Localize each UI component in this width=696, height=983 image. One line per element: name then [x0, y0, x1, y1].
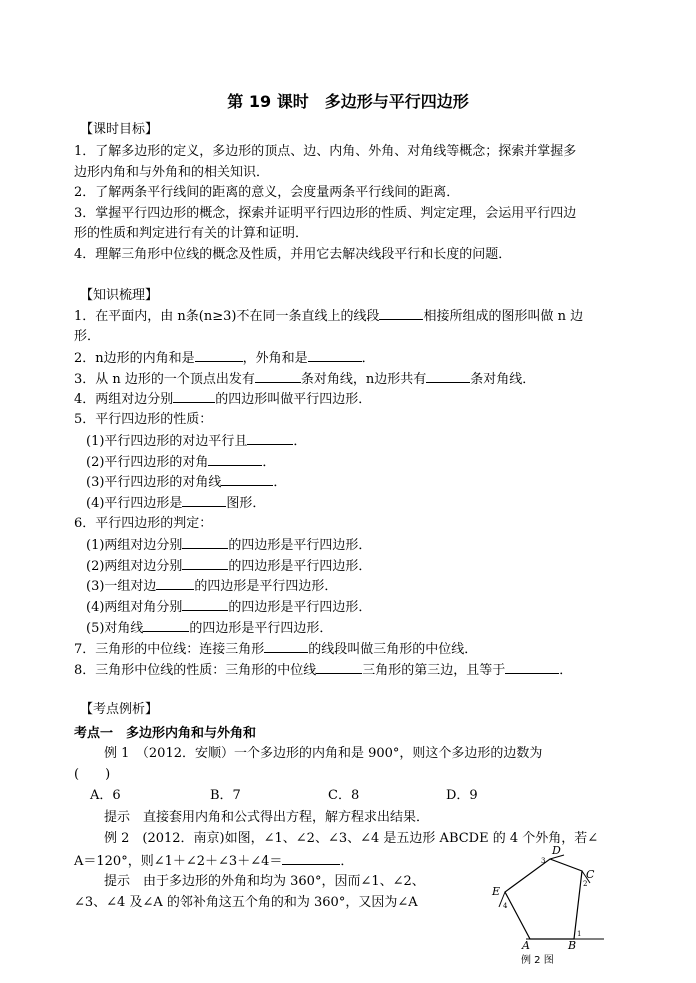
knowledge-item-8: [74, 660, 572, 680]
angle-label-4: 4: [503, 902, 508, 910]
page-title: 第 19 课时 多边形与平行四边形: [227, 92, 469, 111]
knowledge-item-6-1: [86, 535, 371, 555]
goal-line: 边形内角和与外角和的相关知识．: [74, 165, 270, 180]
text: 相接所组成的图形叫做 n 边: [423, 309, 584, 324]
fill-blank[interactable]: [264, 639, 308, 653]
knowledge-item-2: [74, 348, 375, 368]
fill-blank[interactable]: [182, 493, 226, 507]
text: ．: [262, 455, 276, 470]
knowledge-item-6-5: [86, 618, 332, 638]
knowledge-item-4: [74, 389, 371, 409]
text: 的四边形叫做平行四边形．: [215, 392, 372, 407]
text: 的四边形是平行四边形．: [228, 559, 372, 574]
text: ．: [559, 663, 573, 678]
knowledge-item-5: 5．平行四边形的性质：: [74, 412, 213, 427]
text: ．: [340, 854, 354, 869]
text: 3．从 n 边形的一个顶点出发有: [74, 372, 255, 387]
text: ．: [361, 351, 375, 366]
knowledge-item-1: [74, 306, 583, 326]
goal-line: 2．了解两条平行线间的距离的意义，会度量两条平行线间的距离．: [74, 185, 460, 200]
vertex-label-b: B: [568, 939, 577, 949]
example-2-hint-cont: ∠3、∠4 及∠A 的邻补角这五个角的和为 360°，又因为∠A: [74, 895, 418, 910]
knowledge-item-6-3: [86, 576, 337, 596]
text: ．: [273, 475, 287, 490]
pentagon-abcde: [505, 859, 582, 939]
text: ．: [293, 434, 307, 449]
fill-blank[interactable]: [195, 348, 243, 362]
text: 图形．: [226, 496, 266, 511]
example-2: 例 2 (2012．南京)如图，∠1、∠2、∠3、∠4 是五边形 ABCDE 的 4 个外角，若∠: [104, 831, 599, 846]
fill-blank[interactable]: [255, 369, 301, 383]
text: 的四边形是平行四边形．: [228, 538, 372, 553]
fill-blank[interactable]: [316, 660, 362, 674]
example-2-hint: 提示 由于多边形的外角和均为 360°，因而∠1、∠2、: [104, 874, 425, 889]
text: 的线段叫做三角形的中位线．: [308, 642, 478, 657]
knowledge-item-5-1: [86, 431, 306, 451]
text: (3)平行四边形的对角线: [86, 475, 222, 490]
text: 的四边形是平行四边形．: [194, 579, 338, 594]
section-header-knowledge: 【知识梳理】: [80, 288, 159, 303]
text: A＝120°，则∠1＋∠2＋∠3＋∠4＝: [74, 854, 283, 869]
goal-line: 1．了解多边形的定义，多边形的顶点、边、内角、外角、对角线等概念；探索并掌握多: [74, 144, 577, 159]
fill-blank[interactable]: [282, 851, 340, 865]
example-2-cont: [74, 851, 353, 871]
text: 7．三角形的中位线：连接三角形: [74, 642, 265, 657]
goal-line: 4．理解三角形中位线的概念及性质，并用它去解决线段平行和长度的问题．: [74, 247, 512, 262]
section-header-examples: 【考点例析】: [80, 702, 159, 717]
text: 8．三角形中位线的性质：三角形的中位线: [74, 663, 317, 678]
fill-blank[interactable]: [156, 576, 194, 590]
knowledge-item-3: [74, 369, 535, 389]
example-1-hint: 提示 直接套用内角和公式得出方程，解方程求出结果．: [104, 810, 430, 825]
text: 三角形的第三边，且等于: [362, 663, 506, 678]
example-1: 例 1 （2012．安顺）一个多边形的内角和是 900°，则这个多边形的边数为: [104, 746, 543, 761]
knowledge-item-6-2: [86, 556, 371, 576]
knowledge-item-5-4: [86, 493, 265, 513]
example-1-cont: ( ): [74, 767, 111, 782]
section-header-goals: 【课时目标】: [80, 122, 159, 137]
fill-blank[interactable]: [173, 389, 215, 403]
angle-label-2: 2: [583, 880, 588, 888]
topic-heading: 考点一 多边形内角和与外角和: [74, 726, 257, 741]
fill-blank[interactable]: [221, 472, 273, 486]
goal-line: 形的性质和判定进行有关的计算和证明．: [74, 226, 309, 241]
text: (1)两组对边分别: [86, 538, 183, 553]
fill-blank[interactable]: [182, 597, 228, 611]
knowledge-item-6-4: [86, 597, 371, 617]
vertex-label-e: E: [492, 885, 501, 898]
fill-blank[interactable]: [426, 369, 470, 383]
example-1-option-c: C．8: [328, 788, 360, 803]
fill-blank[interactable]: [308, 348, 362, 362]
knowledge-item-6: 6．平行四边形的判定：: [74, 516, 213, 531]
text: 条对角线，n边形共有: [300, 372, 427, 387]
goal-line: 3．掌握平行四边形的概念，探索并证明平行四边形的性质、判定定理，会运用平行四边: [74, 206, 577, 221]
fill-blank[interactable]: [182, 535, 228, 549]
vertex-label-c: C: [586, 868, 595, 881]
angle-label-1: 1: [577, 930, 582, 938]
knowledge-item-7: [74, 639, 477, 659]
text: (1)平行四边形的对边平行且: [86, 434, 248, 449]
figure-caption: 例 2 图: [521, 955, 554, 966]
text: 1．在平面内，由 n条(n≥3)不在同一条直线上的线段: [74, 309, 380, 324]
text: (3)一组对边: [86, 579, 157, 594]
text: 4．两组对边分别: [74, 392, 174, 407]
example-1-option-d: D．9: [446, 788, 478, 803]
text: (5)对角线: [86, 621, 144, 636]
fill-blank[interactable]: [182, 556, 228, 570]
fill-blank[interactable]: [247, 431, 293, 445]
text: ，外角和是: [242, 351, 308, 366]
text: (4)平行四边形是: [86, 496, 183, 511]
fill-blank[interactable]: [505, 660, 559, 674]
text: 的四边形是平行四边形．: [189, 621, 333, 636]
text: 条对角线．: [470, 372, 536, 387]
knowledge-item-1-cont: 形．: [74, 329, 101, 344]
knowledge-item-5-3: [86, 472, 286, 492]
knowledge-item-5-2: [86, 452, 275, 472]
angle-label-3: 3: [541, 857, 546, 865]
fill-blank[interactable]: [143, 618, 189, 632]
pentagon-figure: [478, 845, 618, 949]
fill-blank[interactable]: [379, 306, 423, 320]
example-1-option-a: A．6: [90, 788, 121, 803]
text: (2)两组对边分别: [86, 559, 183, 574]
text: (2)平行四边形的对角: [86, 455, 209, 470]
text: 2．n边形的内角和是: [74, 351, 195, 366]
text: 的四边形是平行四边形．: [228, 600, 372, 615]
text: (4)两组对角分别: [86, 600, 183, 615]
vertex-label-a: A: [522, 939, 530, 949]
fill-blank[interactable]: [208, 452, 262, 466]
example-1-option-b: B．7: [210, 788, 241, 803]
vertex-label-d: D: [552, 845, 561, 857]
